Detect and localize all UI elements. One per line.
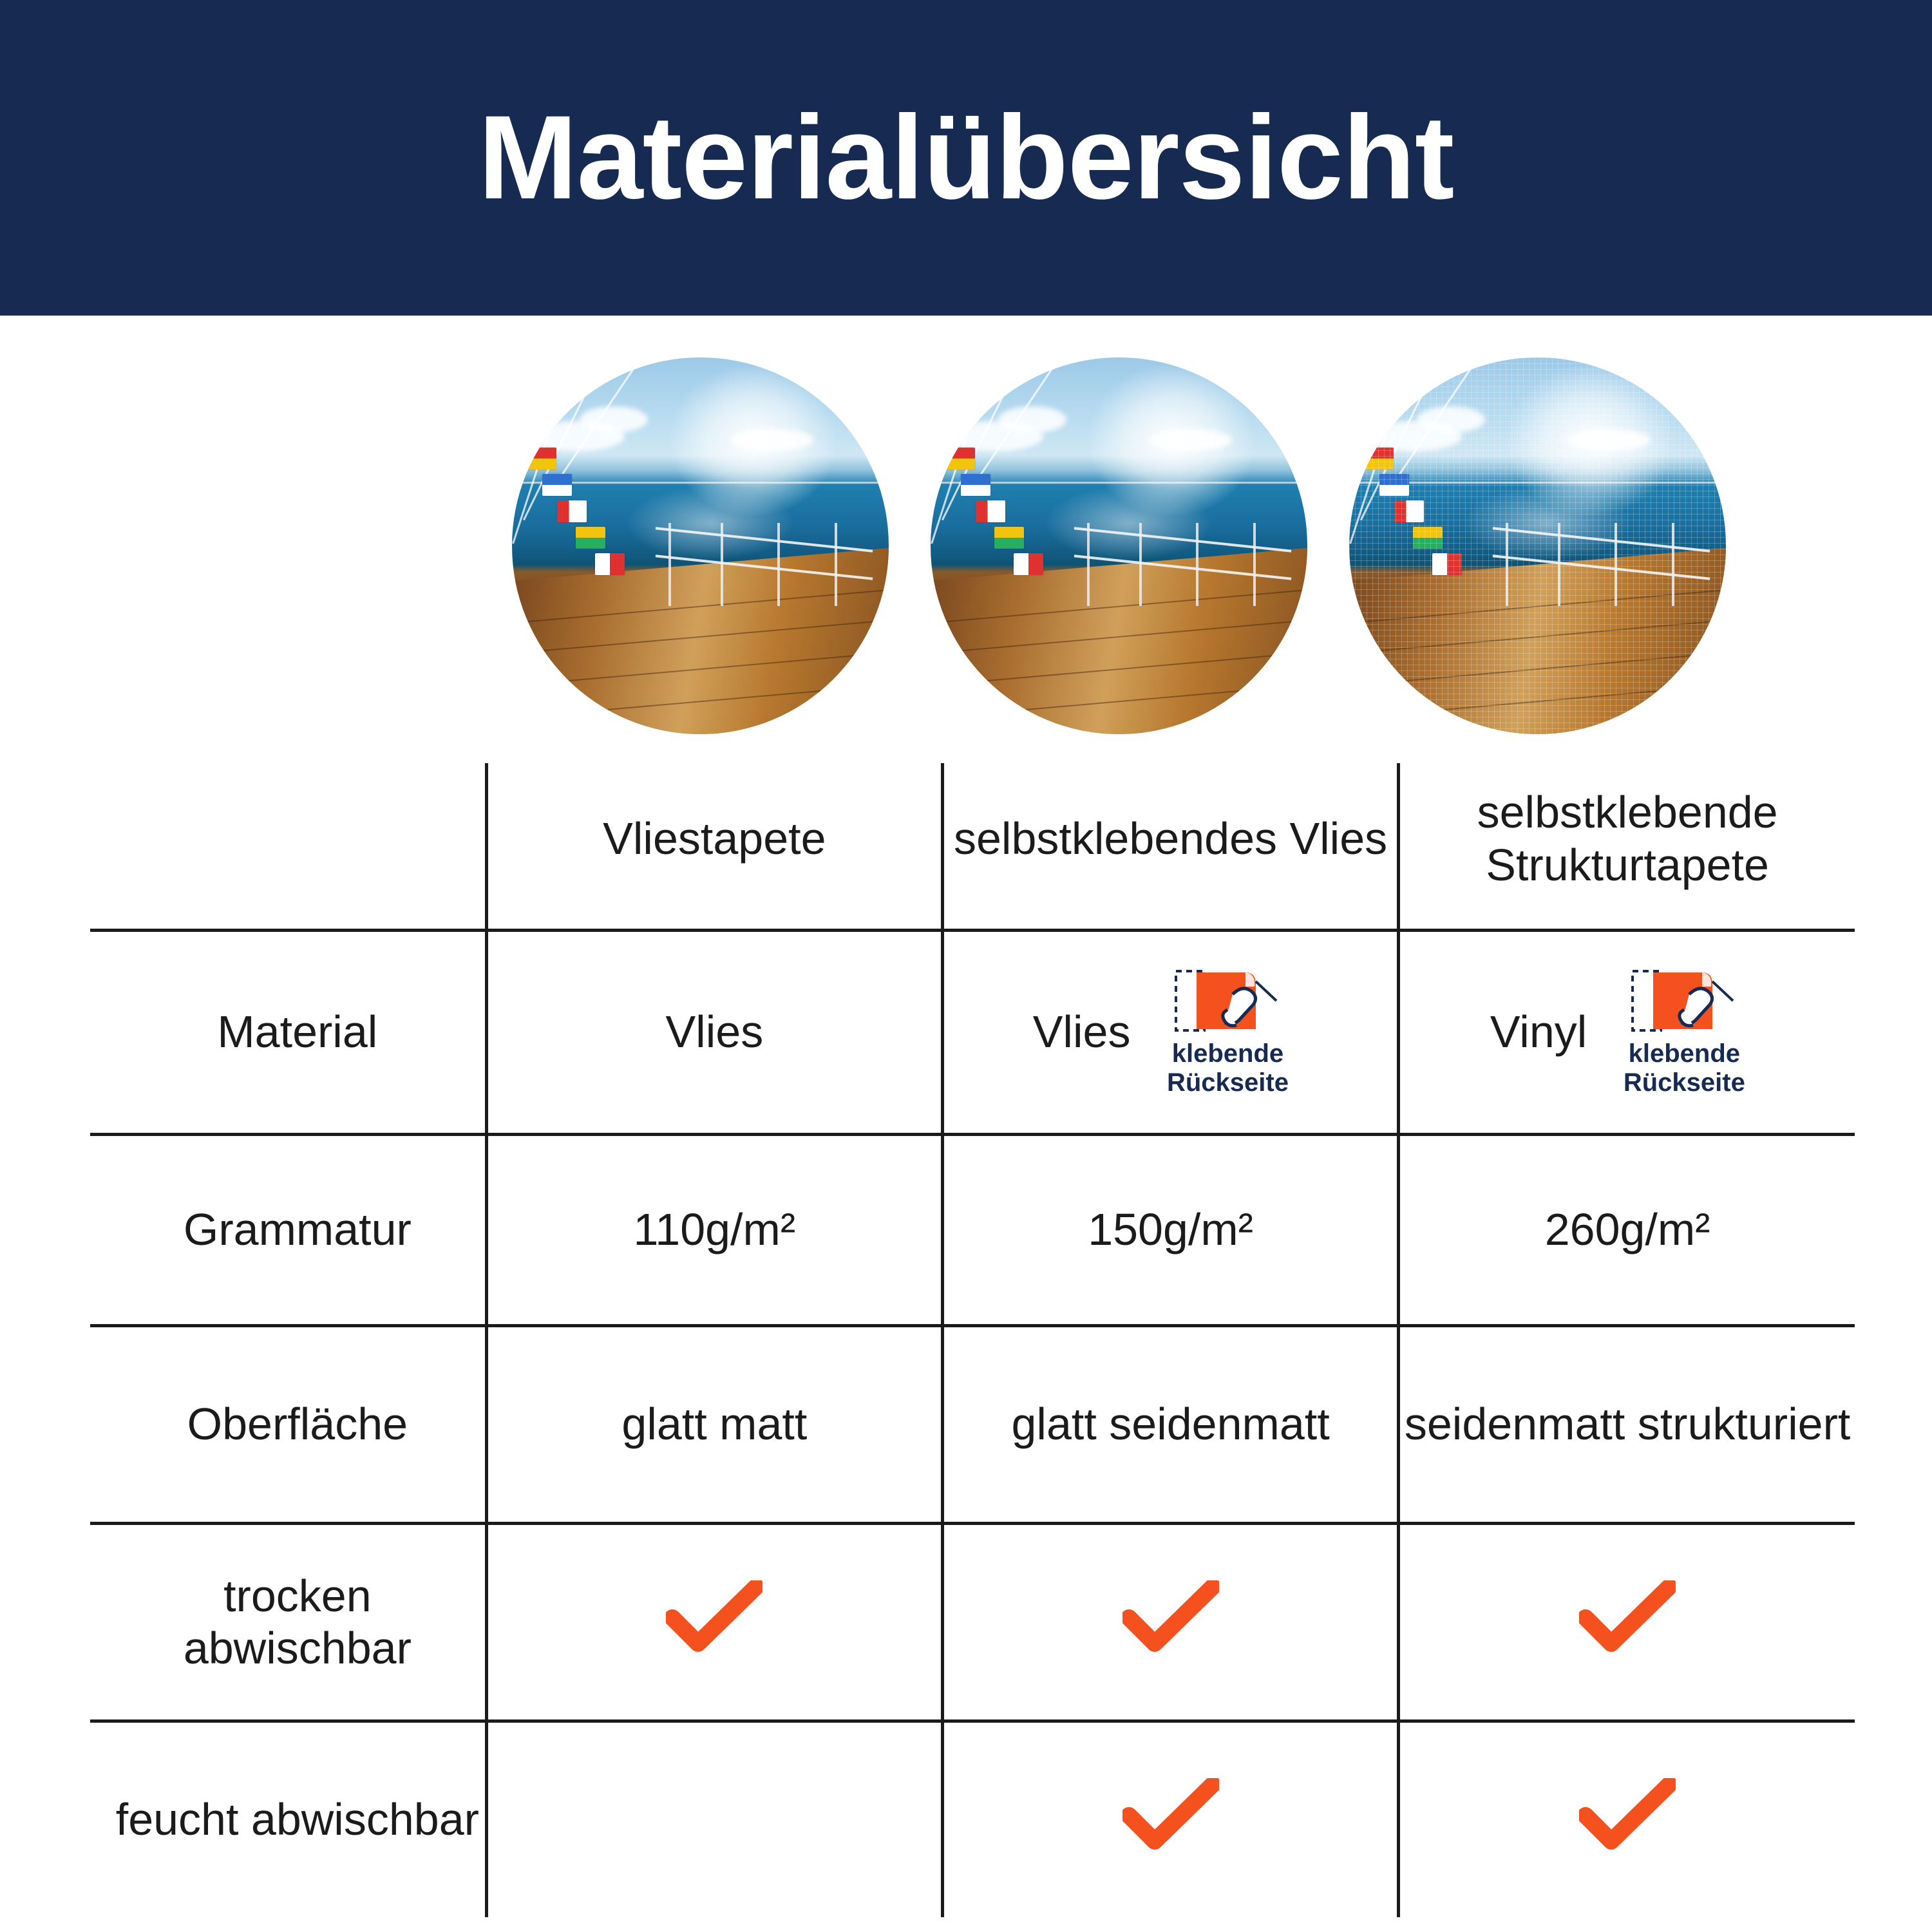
cell-material-strukturtapete xyxy=(1399,931,1855,1135)
cell-trocken-vliestapete xyxy=(486,1524,942,1721)
page-header xyxy=(0,0,1932,316)
cell-material-vliestapete xyxy=(486,931,942,1135)
row-label-trocken-abwischbar: trocken abwischbar xyxy=(90,1524,486,1721)
cell-value: Vinyl xyxy=(1490,1007,1587,1057)
adhesive-backing-icon xyxy=(1630,967,1738,1037)
cell-material-selbstklebendes-vlies xyxy=(942,931,1398,1135)
check-icon xyxy=(666,1580,762,1653)
cell-oberflaeche-vliestapete: glatt matt xyxy=(486,1326,942,1524)
thumb-selbstklebendes-vlies xyxy=(931,357,1307,734)
cell-feucht-strukturtapete xyxy=(1399,1721,1855,1918)
flag xyxy=(945,448,975,469)
cell-feucht-vliestapete xyxy=(486,1721,942,1918)
deck-railing xyxy=(655,523,873,606)
deck-railing xyxy=(1492,523,1710,606)
flag xyxy=(576,527,605,549)
flag xyxy=(542,474,572,496)
cell-trocken-strukturtapete xyxy=(1399,1524,1855,1721)
cell-value: Vlies xyxy=(1032,1007,1131,1057)
cell-feucht-selbstklebendes-vlies xyxy=(942,1721,1398,1918)
flag xyxy=(994,527,1024,549)
check-icon xyxy=(1122,1580,1219,1653)
flag xyxy=(1379,474,1409,496)
flag xyxy=(1364,448,1394,469)
sailboat-photo xyxy=(512,357,889,734)
cell-grammatur-strukturtapete: 260g/m² xyxy=(1399,1135,1855,1326)
header-empty-cell xyxy=(90,763,486,931)
adhesive-backing-label: klebende Rückseite xyxy=(1166,1039,1289,1097)
thumb-strukturtapete xyxy=(1349,357,1726,734)
cloud xyxy=(1567,429,1651,451)
table-row xyxy=(90,1135,1855,1326)
table-header-row xyxy=(90,763,1855,931)
flag xyxy=(1394,500,1424,522)
cell-trocken-selbstklebendes-vlies xyxy=(942,1524,1398,1721)
flag xyxy=(527,448,556,469)
column-header-vliestapete: Vliestapete xyxy=(486,763,942,931)
cell-grammatur-selbstklebendes-vlies: 150g/m² xyxy=(942,1135,1398,1326)
row-label-material: Material xyxy=(90,931,486,1135)
adhesive-backing-badge xyxy=(1147,967,1308,1097)
flag xyxy=(961,474,990,496)
column-header-strukturtapete: selbstklebende Strukturtapete xyxy=(1399,763,1855,931)
table-row xyxy=(90,1524,1855,1721)
cell-oberflaeche-strukturtapete: seidenmatt strukturiert xyxy=(1399,1326,1855,1524)
table-row xyxy=(90,1326,1855,1524)
deck-railing xyxy=(1074,523,1292,606)
table-row xyxy=(90,1721,1855,1918)
table-row xyxy=(90,931,1855,1135)
thumb-vliestapete xyxy=(512,357,889,734)
adhesive-backing-label: klebende Rückseite xyxy=(1623,1039,1745,1097)
flag xyxy=(1014,553,1043,575)
row-label-oberflaeche: Oberfläche xyxy=(90,1326,486,1524)
adhesive-backing-badge xyxy=(1604,967,1765,1097)
sailboat-photo xyxy=(931,357,1307,734)
flag xyxy=(1413,527,1443,549)
flag xyxy=(976,500,1005,522)
flag xyxy=(595,553,625,575)
material-thumbnail-row xyxy=(0,351,1932,763)
row-label-feucht-abwischbar: feucht abwischbar xyxy=(90,1721,486,1918)
cloud xyxy=(1149,429,1232,451)
flag xyxy=(1432,553,1462,575)
check-icon xyxy=(1579,1778,1676,1850)
check-icon xyxy=(1122,1778,1219,1850)
cell-grammatur-vliestapete: 110g/m² xyxy=(486,1135,942,1326)
cloud xyxy=(580,406,647,433)
cell-value: Vlies xyxy=(665,1007,764,1057)
cloud xyxy=(730,429,813,451)
cell-oberflaeche-selbstklebendes-vlies: glatt seidenmatt xyxy=(942,1326,1398,1524)
check-icon xyxy=(1579,1580,1676,1653)
flag xyxy=(557,500,587,522)
cloud xyxy=(998,406,1066,433)
column-header-selbstklebendes-vlies: selbstklebendes Vlies xyxy=(942,763,1398,931)
cloud xyxy=(1417,406,1484,433)
page-title: Materialübersicht xyxy=(478,91,1454,224)
sailboat-photo xyxy=(1349,357,1726,734)
row-label-grammatur: Grammatur xyxy=(90,1135,486,1326)
material-comparison-table xyxy=(90,763,1855,1917)
adhesive-backing-icon xyxy=(1173,967,1282,1037)
